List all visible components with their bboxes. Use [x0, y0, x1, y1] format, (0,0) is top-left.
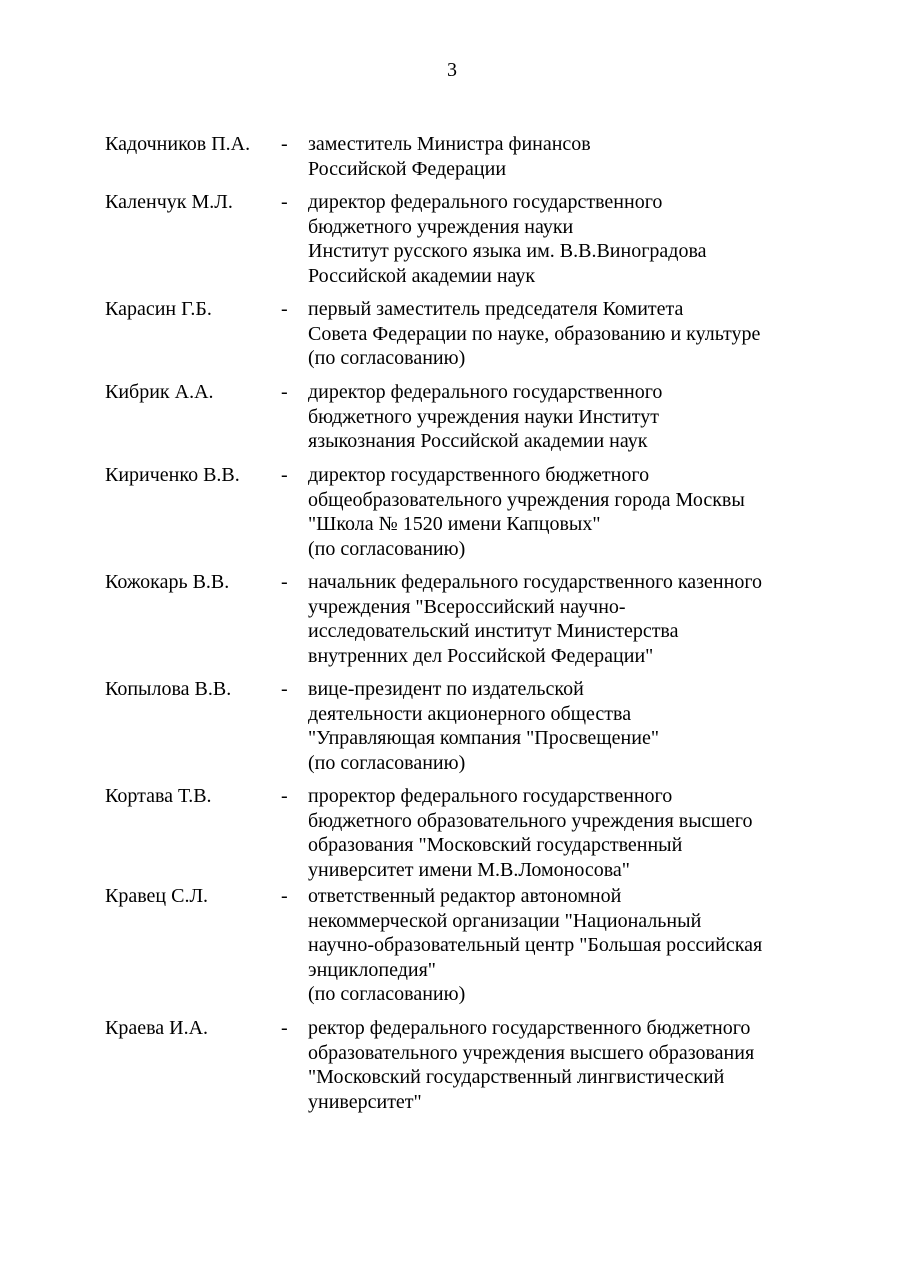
position-line: Российской академии наук — [308, 264, 536, 287]
position-line: директор государственного бюджетного — [308, 464, 650, 486]
position-line: "Школа № 1520 имени Капцовых" — [308, 513, 601, 535]
position-line: внутренних дел Российской Федерации" — [308, 644, 654, 667]
member-position — [308, 190, 828, 288]
member-name: Каленчук М.Л. — [105, 191, 233, 213]
position-line: языкознания Российской академии наук — [308, 430, 648, 452]
position-line: первый заместитель председателя Комитета — [308, 298, 684, 320]
position-line: бюджетного учреждения науки — [308, 215, 574, 238]
position-line: (по согласованию) — [308, 751, 466, 774]
position-line: заместитель Министра финансов — [308, 133, 591, 155]
position-line: Институт русского языка им. В.В.Виноградова — [308, 240, 707, 262]
position-line: "Московский государственный лингвистический — [308, 1066, 725, 1088]
dash-separator: - — [281, 191, 288, 213]
dash-separator: - — [281, 133, 288, 155]
member-position — [308, 677, 828, 775]
position-line: Совета Федерации по науке, образованию и культуре — [308, 322, 761, 345]
position-line: образовательного учреждения высшего образования — [308, 1041, 755, 1064]
member-position — [308, 884, 828, 1007]
position-line: деятельности акционерного общества — [308, 702, 632, 725]
position-line: образования "Московский государственный — [308, 834, 683, 856]
position-line: Российской Федерации — [308, 157, 507, 180]
member-name: Кириченко В.В. — [105, 464, 240, 486]
dash-separator: - — [281, 298, 288, 320]
position-line: ответственный редактор автономной — [308, 885, 622, 907]
dash-separator: - — [281, 571, 288, 593]
member-position — [308, 297, 828, 371]
position-line: общеобразовательного учреждения города Москвы — [308, 488, 745, 511]
member-name: Кортава Т.В. — [105, 785, 212, 807]
member-position — [308, 463, 828, 561]
position-line: исследовательский институт Министерства — [308, 620, 679, 642]
member-position — [308, 380, 828, 454]
member-position — [308, 1016, 828, 1114]
member-position — [308, 570, 828, 668]
member-name: Карасин Г.Б. — [105, 298, 212, 320]
position-line: некоммерческой организации "Национальный — [308, 909, 702, 932]
position-line: бюджетного образовательного учреждения высшего — [308, 809, 753, 832]
dash-separator: - — [281, 381, 288, 403]
position-line: "Управляющая компания "Просвещение" — [308, 727, 659, 749]
member-name: Кадочников П.А. — [105, 133, 251, 155]
position-line: вице-президент по издательской — [308, 678, 584, 700]
position-line: бюджетного учреждения науки Институт — [308, 405, 659, 428]
position-line: университет" — [308, 1090, 422, 1113]
dash-separator: - — [281, 678, 288, 700]
position-line: (по согласованию) — [308, 983, 466, 1005]
position-line: начальник федерального государственного казенного — [308, 571, 763, 593]
member-name: Кравец С.Л. — [105, 885, 209, 907]
page-number: 3 — [447, 59, 457, 81]
dash-separator: - — [281, 1017, 288, 1039]
position-line: (по согласованию) — [308, 537, 466, 560]
member-position — [308, 132, 828, 181]
position-line: энциклопедия" — [308, 958, 436, 981]
position-line: директор федерального государственного — [308, 191, 663, 213]
member-name: Кожокарь В.В. — [105, 571, 230, 593]
position-line: научно-образовательный центр "Большая российская — [308, 934, 763, 956]
position-line: университет имени М.В.Ломоносова" — [308, 858, 630, 881]
member-name: Копылова В.В. — [105, 678, 232, 700]
member-name: Краева И.А. — [105, 1017, 209, 1039]
dash-separator: - — [281, 464, 288, 486]
dash-separator: - — [281, 785, 288, 807]
position-line: учреждения "Всероссийский научно- — [308, 595, 626, 618]
member-position — [308, 784, 828, 882]
position-line: проректор федерального государственного — [308, 785, 673, 807]
position-line: ректор федерального государственного бюджетного — [308, 1017, 751, 1039]
position-line: (по согласованию) — [308, 347, 466, 369]
position-line: директор федерального государственного — [308, 381, 663, 403]
dash-separator: - — [281, 885, 288, 907]
member-name: Кибрик А.А. — [105, 381, 214, 403]
